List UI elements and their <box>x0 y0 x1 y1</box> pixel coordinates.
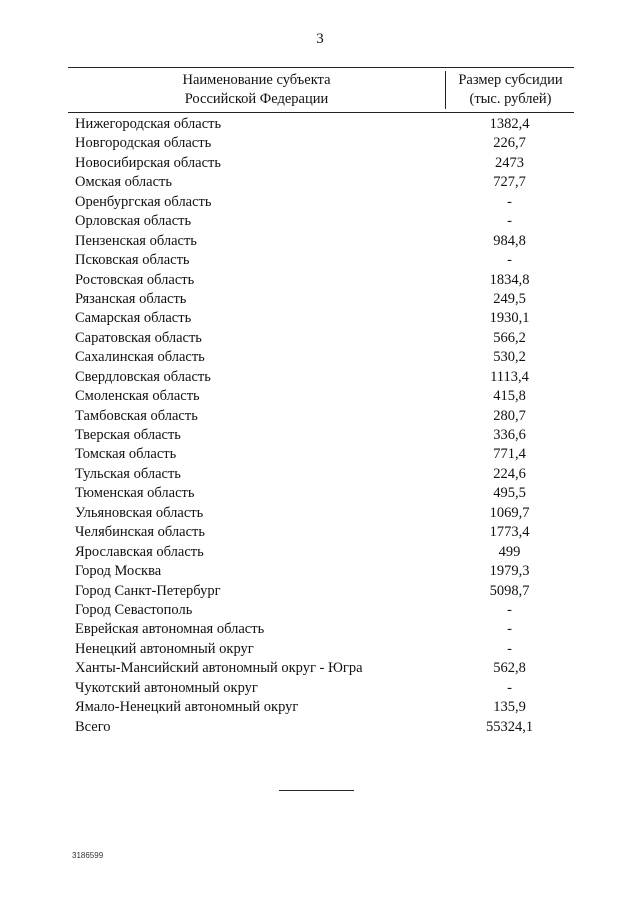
subsidy-value: 1834,8 <box>489 271 530 288</box>
subject-name: Город Санкт-Петербург <box>75 582 221 599</box>
subject-name: Всего <box>75 718 111 735</box>
subject-name: Смоленская область <box>75 388 200 405</box>
subsidy-table-header-block <box>68 67 574 113</box>
table-row <box>75 601 565 620</box>
subject-name: Рязанская область <box>75 290 187 307</box>
subsidy-value: 1382,4 <box>489 116 530 132</box>
subsidy-value: 1113,4 <box>490 368 529 385</box>
table-header <box>68 67 574 113</box>
table-body <box>75 115 565 737</box>
subject-name: Пензенская область <box>75 232 197 249</box>
subsidy-value: 55324,1 <box>485 718 534 735</box>
subject-name: Ямало-Ненецкий автономный округ <box>75 699 299 716</box>
subject-name: Новгородская область <box>75 135 212 152</box>
subject-name: Оренбургская область <box>75 193 212 210</box>
subject-name: Город Севастополь <box>75 601 193 618</box>
table-row <box>75 368 565 387</box>
subject-name: Сахалинская область <box>75 349 205 366</box>
subsidy-value: 135,9 <box>493 699 526 716</box>
table-row <box>75 348 565 367</box>
table-row <box>75 309 565 328</box>
subject-name: Саратовская область <box>75 329 202 346</box>
document-code: 3186599 <box>72 851 104 860</box>
table-row <box>75 251 565 270</box>
subsidy-value: 566,2 <box>493 329 526 346</box>
table-row <box>75 465 565 484</box>
subsidy-value: 224,6 <box>493 465 526 482</box>
header-subject-name-line1: Наименование субъекта <box>182 72 331 88</box>
table-row <box>75 387 565 406</box>
table-row <box>75 445 565 464</box>
table-row <box>75 407 565 426</box>
subsidy-value: 1979,3 <box>489 563 530 580</box>
subsidy-value: 1930,1 <box>489 310 530 327</box>
subsidy-value: - <box>507 601 512 618</box>
header-subsidy-amount-line2: (тыс. рублей) <box>469 91 552 107</box>
subject-name: Тверская область <box>75 427 181 443</box>
subject-name: Ярославская область <box>75 543 204 560</box>
subsidy-value: - <box>507 193 512 210</box>
subsidy-value: 1069,7 <box>489 504 530 521</box>
table-row <box>75 232 565 251</box>
table-row <box>75 426 565 445</box>
subsidy-value: 984,8 <box>493 232 526 249</box>
subject-name: Чукотский автономный округ <box>75 679 258 696</box>
subject-name: Город Москва <box>75 563 162 580</box>
table-row <box>75 484 565 503</box>
table-row <box>75 115 565 134</box>
subject-name: Омская область <box>75 174 172 191</box>
table-row <box>75 543 565 562</box>
subsidy-value: 771,4 <box>493 446 526 463</box>
table-row <box>75 659 565 678</box>
page-number: 3 <box>316 31 324 47</box>
subject-name: Тамбовская область <box>75 407 198 424</box>
subsidy-value: 336,6 <box>493 427 526 443</box>
subsidy-value: 1773,4 <box>489 524 530 541</box>
subsidy-value: 499 <box>498 543 521 560</box>
table-row <box>75 640 565 659</box>
subject-name: Орловская область <box>75 213 192 230</box>
subsidy-value: 249,5 <box>493 290 526 307</box>
subsidy-value: 415,8 <box>493 388 526 405</box>
table-row <box>75 698 565 717</box>
table-row <box>75 718 565 737</box>
subsidy-value: 2473 <box>495 154 524 171</box>
subject-name: Тюменская область <box>75 485 195 502</box>
subject-name: Свердловская область <box>75 368 211 385</box>
subsidy-value: 495,5 <box>493 485 526 502</box>
table-row <box>75 290 565 309</box>
table-row <box>75 523 565 542</box>
table-row <box>75 134 565 153</box>
subject-name: Самарская область <box>75 310 192 327</box>
subject-name: Нижегородская область <box>75 116 222 132</box>
table-row <box>75 212 565 231</box>
end-divider <box>279 790 354 791</box>
header-subject-name-line2: Российской Федерации <box>184 91 329 107</box>
subsidy-value: 280,7 <box>493 407 526 424</box>
subject-name: Ростовская область <box>75 271 195 288</box>
header-subsidy-amount-line1: Размер субсидии <box>458 72 563 88</box>
subject-name: Ульяновская область <box>75 504 204 521</box>
table-row <box>75 582 565 601</box>
subsidy-value: 530,2 <box>493 349 526 366</box>
subsidy-value: 226,7 <box>493 135 526 152</box>
table-row <box>75 154 565 173</box>
header-subsidy-amount <box>445 71 575 109</box>
subsidy-value: 5098,7 <box>489 582 530 599</box>
subsidy-value: - <box>507 679 512 696</box>
subject-name: Челябинская область <box>75 524 205 541</box>
subsidy-value: - <box>507 621 512 638</box>
subject-name: Еврейская автономная область <box>75 621 265 638</box>
table-row <box>75 193 565 212</box>
table-row <box>75 271 565 290</box>
subject-name: Новосибирская область <box>75 154 221 171</box>
subject-name: Псковская область <box>75 252 190 269</box>
subject-name: Ненецкий автономный округ <box>75 640 254 657</box>
subsidy-value: - <box>507 640 512 657</box>
table-row <box>75 679 565 698</box>
table-row <box>75 620 565 639</box>
subject-name: Тульская область <box>75 465 181 482</box>
subject-name: Томская область <box>75 446 177 463</box>
subsidy-value: 727,7 <box>493 174 526 191</box>
subsidy-value: - <box>507 252 512 269</box>
subsidy-value: - <box>507 213 512 230</box>
table-row <box>75 562 565 581</box>
table-row <box>75 173 565 192</box>
subject-name: Ханты-Мансийский автономный округ - Югра <box>75 660 363 677</box>
table-row <box>75 329 565 348</box>
subsidy-value: 562,8 <box>493 660 526 677</box>
table-row <box>75 504 565 523</box>
header-subject-name <box>68 71 445 109</box>
